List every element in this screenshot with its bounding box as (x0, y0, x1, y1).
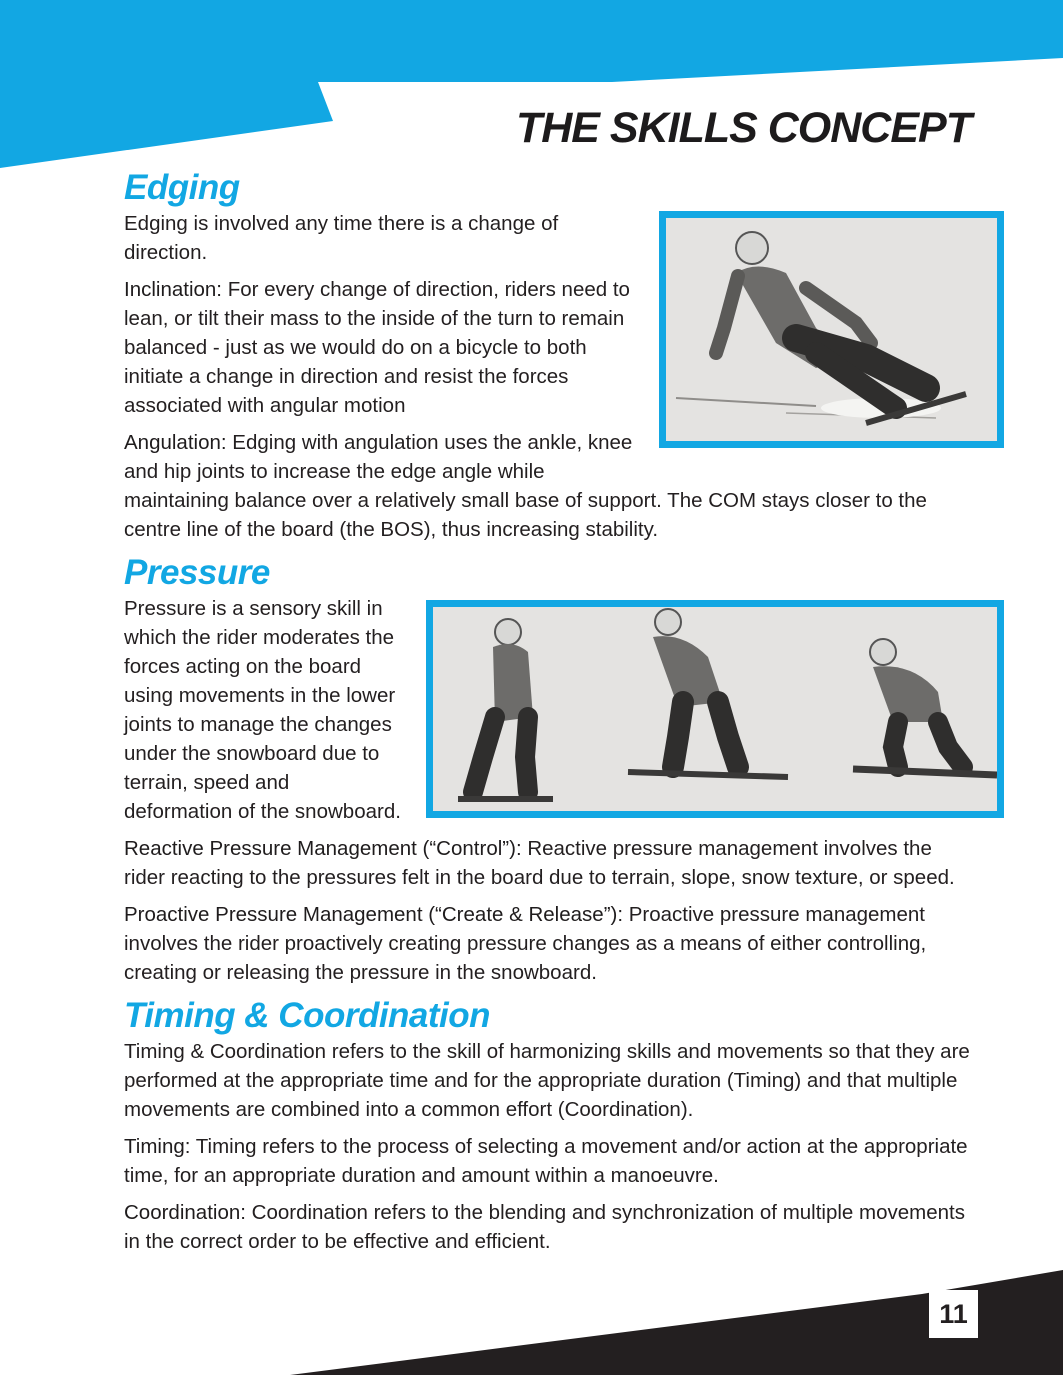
proactive-text: : Proactive pressure management involves the rider proactively creating pressure changes as a means of either controlling, creating or releasing the pressure in the snowboard. (124, 903, 927, 984)
page-number: 11 (929, 1290, 978, 1338)
reactive-text: : Reactive pressure management involves the rider reacting to the pressures felt in the board due to terrain, slope, snow texture, or speed. (124, 837, 955, 889)
timing-intro: Timing & Coordination refers to the skill of harmonizing skills and movements so that they are performed at the appropriate time and for the appropriate duration (Timing) and that multiple movements are combined into a common effort (Coordination). (124, 1040, 970, 1121)
pressure-heading: Pressure (124, 553, 270, 592)
page-title: THE SKILLS CONCEPT (515, 104, 971, 152)
pressure-photo (426, 600, 1004, 818)
timing-paragraph (124, 1132, 974, 1190)
proactive-term: Proactive Pressure Management (“Create & Release”) (124, 903, 618, 926)
inclination-term: Inclination: (124, 278, 223, 301)
inclination-text: For every change of direction, riders need to lean, or tilt their mass to the inside of the turn to remain balanced - just as we would do on a bicycle to both initiate a change in direction and resist the forces associated with angular motion (124, 278, 630, 417)
timing-text: : Timing refers to the process of selecting a movement and/or action at the appropriate time, for an appropriate duration and amount within a manoeuvre. (124, 1135, 968, 1187)
coordination-text: : Coordination refers to the blending and synchronization of multiple movements in the correct order to be effective and efficient. (124, 1201, 965, 1253)
edging-intro: Edging is involved any time there is a change of direction. (124, 212, 559, 264)
pressure-intro: Pressure is a sensory skill in which the rider moderates the forces acting on the board using movements in the lower joints to manage the changes under the snowboard due to terrain, speed and deformation of the snowboard. (124, 597, 401, 823)
edging-photo (659, 211, 1004, 448)
reactive-paragraph (124, 834, 974, 892)
proactive-paragraph (124, 900, 974, 987)
coordination-paragraph (124, 1198, 974, 1256)
angulation-term: Angulation: (124, 431, 227, 454)
timing-heading: Timing & Coordination (124, 996, 491, 1035)
angulation-text: Edging with angulation uses the ankle, knee and hip joints to increase the edge angle while maintaining balance over a relatively small base of support. The COM stays closer to the centre line of the board (the BOS), thus increasing stability. (124, 431, 927, 541)
page-content (124, 167, 974, 1264)
timing-term: Timing (124, 1135, 185, 1158)
edging-heading: Edging (124, 168, 240, 207)
reactive-term: Reactive Pressure Management (“Control”) (124, 837, 516, 860)
coordination-term: Coordination (124, 1201, 241, 1224)
